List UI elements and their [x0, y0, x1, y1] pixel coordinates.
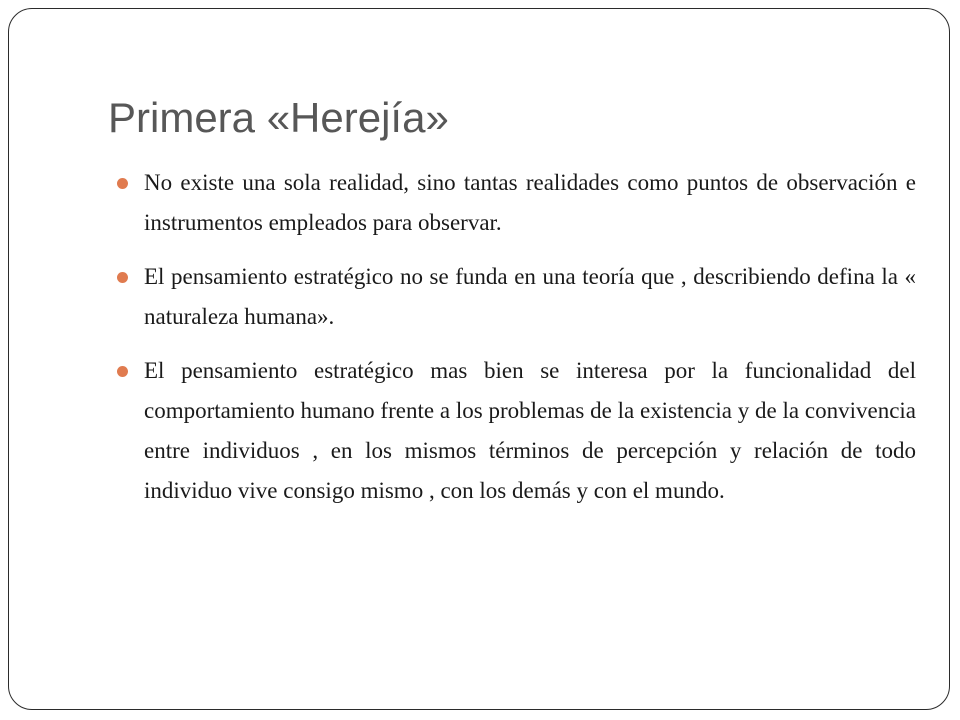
- bullet-text: No existe una sola realidad, sino tantas realidades como puntos de observación e instrumentos empleados para observar.: [144, 170, 916, 235]
- bullet-dot-icon: [117, 366, 128, 377]
- bullet-item: [116, 163, 916, 243]
- slide-title: Primera «Herejía»: [108, 94, 449, 141]
- bullet-list: [116, 163, 916, 525]
- bullet-item: [116, 257, 916, 337]
- slide: [8, 8, 950, 710]
- bullet-text: El pensamiento estratégico no se funda en una teoría que , describiendo defina la « naturaleza humana».: [144, 264, 916, 329]
- bullet-dot-icon: [117, 178, 128, 189]
- bullet-text: El pensamiento estratégico mas bien se interesa por la funcionalidad del comportamiento humano frente a los problemas de la existencia y de la convivencia entre individuos , en los mismos términos de percepción y relación de todo individuo vive consigo mismo , con los demás y con el mundo.: [144, 358, 916, 503]
- bullet-item: [116, 351, 916, 511]
- bullet-dot-icon: [117, 272, 128, 283]
